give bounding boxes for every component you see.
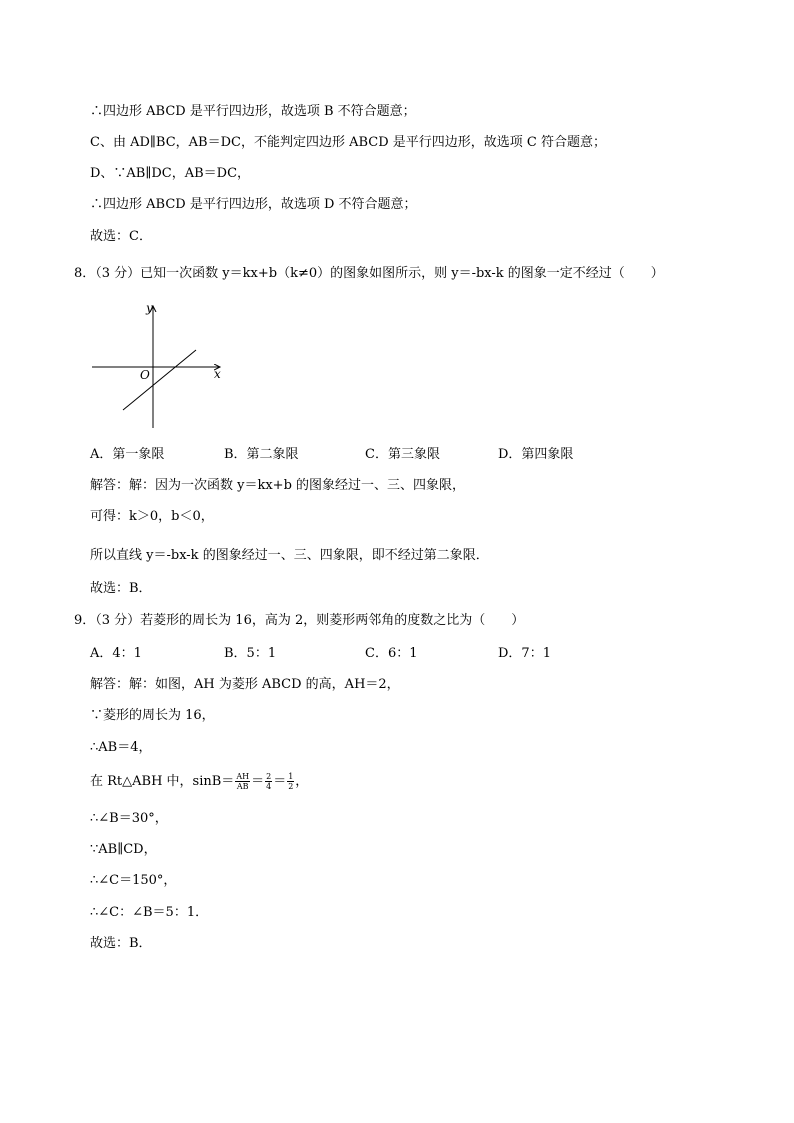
linear-function-graph bbox=[88, 298, 228, 433]
text-line: ∴四边形 ABCD 是平行四边形，故选项 D 不符合题意； bbox=[90, 197, 417, 212]
equals-sign: ＝ bbox=[273, 774, 287, 789]
question-8-stem: 8．（3 分）已知一次函数 y＝kx+b（k≠0）的图象如图所示，则 y＝-bx-k 的图象一定不经过（ ） bbox=[74, 266, 664, 281]
text-line: D、∵AB∥DC，AB＝DC， bbox=[90, 166, 251, 181]
solution-line: 故选：B． bbox=[90, 581, 152, 596]
solution-line: ∵AB∥CD， bbox=[90, 842, 157, 857]
equals-sign: ＝ bbox=[251, 774, 265, 789]
solution-line: ∵菱形的周长为 16， bbox=[90, 708, 215, 723]
solution-line-sin bbox=[90, 772, 308, 791]
fraction-ah-ab bbox=[235, 772, 250, 791]
fraction-2-4 bbox=[265, 772, 272, 791]
fraction-1-2 bbox=[287, 772, 294, 791]
solution-line: 所以直线 y＝-bx-k 的图象经过一、三、四象限，即不经过第二象限． bbox=[90, 548, 489, 563]
choice-c[interactable]: C．6：1 bbox=[365, 646, 418, 661]
text-line: ∴四边形 ABCD 是平行四边形，故选项 B 不符合题意； bbox=[90, 104, 416, 119]
solution-line: ∴∠C＝150°， bbox=[90, 873, 177, 888]
x-axis-label: x bbox=[214, 367, 221, 381]
sin-prefix: 在 Rt△ABH 中，sinB＝ bbox=[90, 774, 235, 789]
fraction-numerator: 2 bbox=[266, 772, 272, 781]
choice-a[interactable]: A．第一象限 bbox=[90, 447, 165, 462]
choice-d[interactable]: D．7：1 bbox=[498, 646, 551, 661]
text-line: 故选：C． bbox=[90, 229, 152, 244]
solution-line: 故选：B． bbox=[90, 936, 152, 951]
question-9-stem: 9．（3 分）若菱形的周长为 16，高为 2，则菱形两邻角的度数之比为（ ） bbox=[74, 613, 525, 628]
solution-line: ∴AB＝4， bbox=[90, 740, 152, 755]
solution-line: 解答：解：因为一次函数 y＝kx+b 的图象经过一、三、四象限， bbox=[90, 478, 466, 493]
choice-d[interactable]: D．第四象限 bbox=[498, 447, 574, 462]
solution-line: ∴∠B＝30°， bbox=[90, 811, 168, 826]
choice-a[interactable]: A．4：1 bbox=[90, 646, 142, 661]
fraction-numerator: 1 bbox=[288, 772, 294, 781]
choice-b[interactable]: B．第二象限 bbox=[224, 447, 299, 462]
fraction-denominator: 4 bbox=[266, 782, 272, 791]
solution-line: ∴∠C：∠B＝5：1． bbox=[90, 905, 209, 920]
fraction-denominator: AB bbox=[236, 782, 249, 791]
solution-line: 解答：解：如图，AH 为菱形 ABCD 的高，AH＝2， bbox=[90, 677, 400, 692]
choice-b[interactable]: B．5：1 bbox=[224, 646, 277, 661]
choice-c[interactable]: C．第三象限 bbox=[365, 447, 440, 462]
origin-label: O bbox=[140, 368, 150, 382]
solution-line: 可得：k＞0，b＜0， bbox=[90, 509, 214, 524]
question-9-choices bbox=[90, 645, 650, 663]
fraction-denominator: 2 bbox=[288, 782, 294, 791]
question-8-choices bbox=[90, 446, 650, 464]
fraction-numerator: AH bbox=[236, 772, 250, 781]
sin-suffix: ， bbox=[295, 774, 309, 789]
text-line: C、由 AD∥BC，AB＝DC，不能判定四边形 ABCD 是平行四边形，故选项 C 符合题意； bbox=[90, 135, 606, 150]
function-line bbox=[123, 350, 196, 410]
y-axis-label: y bbox=[146, 301, 153, 315]
